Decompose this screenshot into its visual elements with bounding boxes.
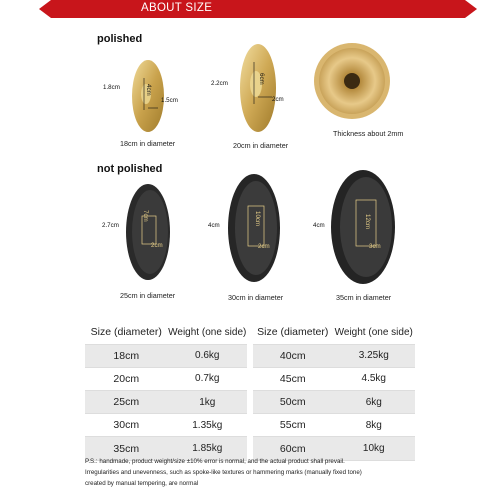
header-weight-1: Weight (one side) bbox=[168, 321, 251, 344]
caption-18cm: 18cm in diameter bbox=[120, 139, 176, 148]
polished-gong-front-image bbox=[313, 40, 391, 122]
caption-30cm: 30cm in diameter bbox=[228, 293, 284, 302]
dim-side-30: 4cm bbox=[208, 222, 220, 229]
caption-thickness: Thickness about 2mm bbox=[333, 129, 404, 138]
about-size-banner bbox=[51, 0, 465, 18]
banner-title: ABOUT SIZE bbox=[141, 2, 213, 14]
dim-width-18: 1.5cm bbox=[161, 97, 178, 104]
note-line-2: Irregularities and unevenness, such as spoke-like textures or hammering marks (manually fixed tone) bbox=[85, 469, 362, 476]
note-line-1: P.S.: handmade, product weight/size ±10% error is normal, and the actual product shall prevail. bbox=[85, 458, 345, 465]
cell: 18cm bbox=[85, 344, 168, 367]
unpolished-gong-30cm-image bbox=[220, 172, 288, 284]
table-row bbox=[85, 367, 415, 390]
table-row bbox=[85, 414, 415, 437]
dim-side-35: 4cm bbox=[313, 222, 325, 229]
cell: 6kg bbox=[333, 391, 416, 414]
cell: 3.25kg bbox=[333, 344, 416, 367]
banner-right-tip bbox=[465, 0, 477, 18]
polished-heading: polished bbox=[97, 33, 143, 45]
caption-35cm: 35cm in diameter bbox=[336, 293, 392, 302]
polished-cymbal-20cm-image bbox=[228, 42, 288, 134]
table-header-row bbox=[85, 321, 415, 344]
header-size-1: Size (diameter) bbox=[85, 321, 168, 344]
dim-side-20: 2.2cm bbox=[211, 80, 228, 87]
dim-width-30: 2cm bbox=[258, 243, 270, 250]
cell: 0.7kg bbox=[168, 367, 251, 390]
cell: 1kg bbox=[168, 391, 251, 414]
cell: 0.6kg bbox=[168, 344, 251, 367]
cell: 50cm bbox=[250, 391, 333, 414]
cell: 1.35kg bbox=[168, 414, 251, 437]
cell: 25cm bbox=[85, 391, 168, 414]
cell: 30cm bbox=[85, 414, 168, 437]
cell: 20cm bbox=[85, 367, 168, 390]
dim-height-35: 12cm bbox=[364, 214, 371, 230]
unpolished-gong-25cm-image bbox=[118, 182, 178, 282]
cell: 4.5kg bbox=[333, 367, 416, 390]
cell: 35cm bbox=[85, 437, 168, 460]
cell: 1.85kg bbox=[168, 437, 251, 460]
header-weight-2: Weight (one side) bbox=[333, 321, 416, 344]
cell: 10kg bbox=[333, 437, 416, 460]
table-row bbox=[85, 437, 415, 460]
caption-25cm: 25cm in diameter bbox=[120, 291, 176, 300]
cell: 55cm bbox=[250, 414, 333, 437]
size-weight-table bbox=[85, 321, 415, 461]
table-row bbox=[85, 391, 415, 414]
dim-height-20: 6cm bbox=[258, 73, 265, 85]
caption-20cm: 20cm in diameter bbox=[233, 141, 289, 150]
cell: 8kg bbox=[333, 414, 416, 437]
note-line-3: created by manual tempering, are normal bbox=[85, 480, 199, 487]
dim-width-25: 2cm bbox=[151, 242, 163, 249]
cell: 60cm bbox=[250, 437, 333, 460]
dim-width-35: 3cm bbox=[369, 243, 381, 250]
dim-height-18: 4cm bbox=[145, 84, 152, 96]
dim-height-25: 7cm bbox=[142, 210, 149, 222]
banner-left-tip bbox=[39, 0, 51, 18]
cell: 40cm bbox=[250, 344, 333, 367]
dim-width-20: 2cm bbox=[272, 96, 284, 103]
dim-height-30: 10cm bbox=[254, 211, 261, 227]
not-polished-heading: not polished bbox=[97, 163, 163, 175]
dim-side-18: 1.8cm bbox=[103, 84, 120, 91]
cell: 45cm bbox=[250, 367, 333, 390]
unpolished-gong-35cm-image bbox=[326, 168, 400, 286]
header-size-2: Size (diameter) bbox=[250, 321, 333, 344]
table-row bbox=[85, 344, 415, 367]
dim-side-25: 2.7cm bbox=[102, 222, 119, 229]
